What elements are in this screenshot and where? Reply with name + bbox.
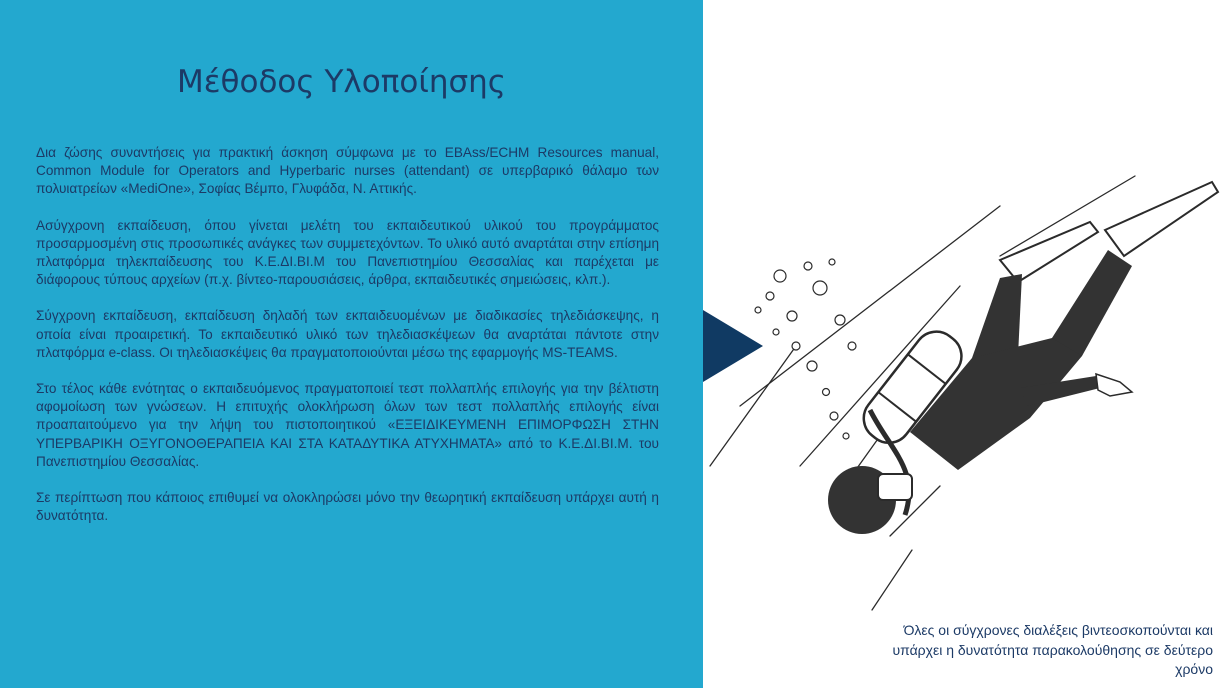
paragraph-in-person: Δια ζώσης συναντήσεις για πρακτική άσκηση σύμφωνα με το EBAss/ECHM Resources manual, Common Module for Operators and Hyperbaric nurses (attendant) σε υπερβαρικό θάλαμο των πολυιατρείων «MediOne», Σοφίας Βέμπο, Γλυφάδα, Ν. Αττικής. [36, 145, 659, 197]
paragraph-asynchronous: Ασύγχρονη εκπαίδευση, όπου γίνεται μελέτη του εκπαιδευτικού υλικού του προγράμματος προσαρμοσμένη στις προσωπικές ανάγκες των συμμετεχόντων. Το υλικό αυτό αναρτάται στην επίσημη πλατφόρμα τηλεκπαίδευσης του Κ.Ε.ΔΙ.ΒΙ.Μ του Πανεπιστημίου Θεσσαλίας και παρέχεται με διάφορους τύπους αρχείων (π.χ. βίντεο-παρουσιάσεις, άρθρα, εκπαιδευτικές σημειώσεις, κλπ.). [36, 217, 659, 288]
caption: Όλες οι σύγχρονες διαλέξεις βιντεοσκοπούνται και υπάρχει η δυνατότητα παρακολούθησης σε δεύτερο χρόνο [892, 622, 1213, 677]
paragraph-theory-only: Σε περίπτωση που κάποιος επιθυμεί να ολοκληρώσει μόνο την θεωρητική εκπαίδευση υπάρχει αυτή η δυνατότητα. [36, 490, 659, 524]
body-text [36, 144, 659, 543]
paragraph-synchronous: Σύγχρονη εκπαίδευση, εκπαίδευση δηλαδή των εκπαιδευομένων με διαδικασίες τηλεδιάσκεψης, η οποία είναι προαιρετική. Το εκπαιδευτικό υλικό των τηλεδιασκέψεων θα αναρτάται πάντοτε στην πλατφόρμα e-class. Οι τηλεδιασκέψεις θα πραγματοποιούνται μέσω της εφαρμογής MS-TEAMS. [36, 308, 659, 360]
slide-title: Μέθοδος Υλοποίησης [177, 64, 506, 100]
paragraph-tests: Στο τέλος κάθε ενότητας ο εκπαιδευόμενος πραγματοποιεί τεστ πολλαπλής επιλογής για την βέλτιστη αφομοίωση των γνώσεων. Η επιτυχής ολοκλήρωση όλων των τεστ πολλαπλής επιλογής είναι προαπαιτούμενο για την λήψη του πιστοποιητικού «ΕΞΕΙΔΙΚΕΥΜΕΝΗ ΕΠΙΜΟΡΦΩΣΗ ΣΤΗΝ ΥΠΕΡΒΑΡΙΚΗ ΟΞΥΓΟΝΟΘΕΡΑΠΕΙΑ ΚΑΙ ΣΤΑ ΚΑΤΑΔΥΤΙΚΑ ΑΤΥΧΗΜΑΤΑ» από το Κ.Ε.ΔΙ.ΒΙ.Μ. του Πανεπιστημίου Θεσσαλίας. [36, 381, 659, 469]
scuba-diver-illustration [700, 170, 1221, 620]
